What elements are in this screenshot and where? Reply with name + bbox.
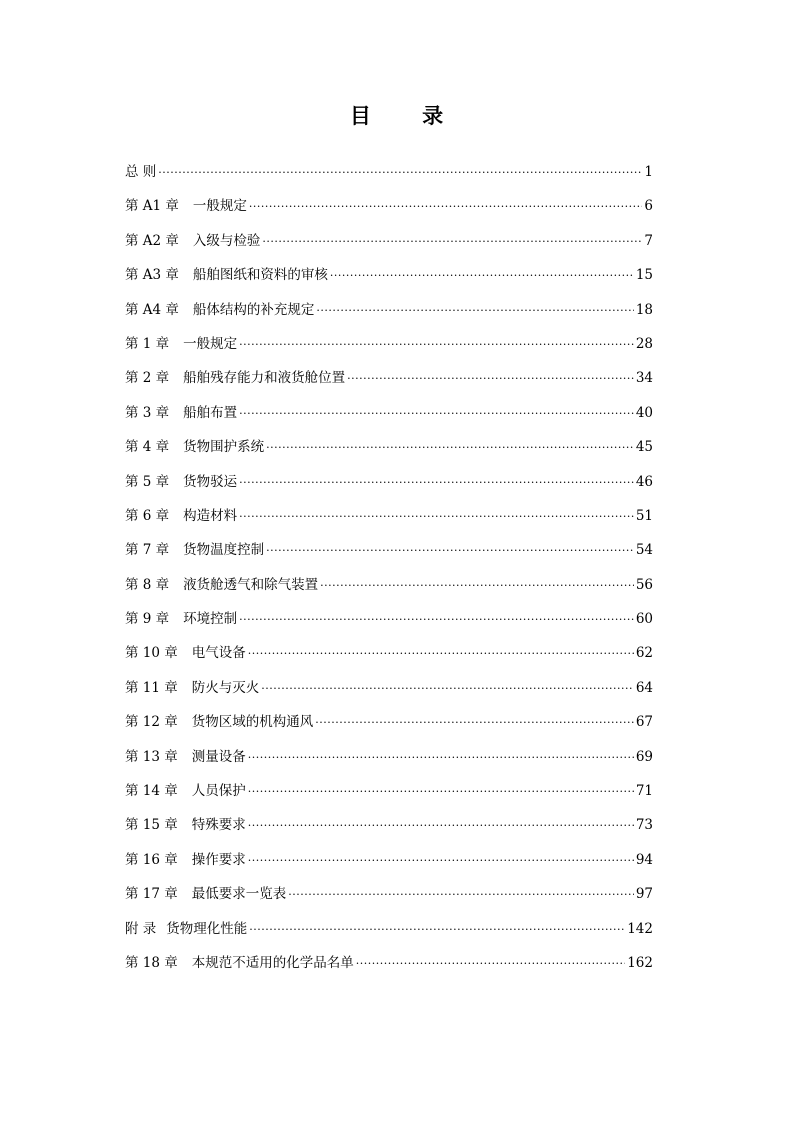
toc-chapter-label: 第 6 章 xyxy=(125,507,170,524)
toc-dot-leader xyxy=(248,778,634,806)
toc-title: 船体结构的补充规定 xyxy=(192,301,315,318)
toc-chapter-label: 第 A1 章 xyxy=(125,198,179,215)
toc-page-number: 69 xyxy=(635,748,653,765)
toc-entry[interactable] xyxy=(125,364,653,398)
toc-title: 货物围护系统 xyxy=(183,439,265,456)
toc-page-number: 15 xyxy=(635,267,653,284)
toc-page-number: 40 xyxy=(635,404,653,421)
toc-chapter-label: 第 4 章 xyxy=(125,439,170,456)
toc-title: 货物驳运 xyxy=(183,473,238,490)
toc-entry[interactable] xyxy=(125,571,653,605)
toc-entry[interactable] xyxy=(125,502,653,536)
toc-chapter-label: 第 7 章 xyxy=(125,542,170,559)
toc-title: 本规范不适用的化学品名单 xyxy=(191,954,354,971)
toc-dot-leader xyxy=(239,606,634,634)
toc-dot-leader xyxy=(320,572,634,600)
toc-entry[interactable] xyxy=(125,468,653,502)
toc-dot-leader xyxy=(330,262,634,290)
toc-chapter-label: 第 8 章 xyxy=(125,576,170,593)
toc-dot-leader xyxy=(262,228,642,256)
toc-dot-leader xyxy=(347,365,634,393)
toc-title: 最低要求一览表 xyxy=(191,886,287,903)
toc-page-number: 1 xyxy=(644,164,653,180)
toc-page-number: 18 xyxy=(635,301,653,318)
toc-entry[interactable] xyxy=(125,846,653,880)
toc-dot-leader xyxy=(248,640,634,668)
toc-entry[interactable] xyxy=(125,227,653,261)
toc-page-number: 45 xyxy=(635,439,653,456)
toc-page-number: 73 xyxy=(635,817,653,834)
toc-title: 电气设备 xyxy=(191,645,246,662)
toc-entry[interactable] xyxy=(125,639,653,673)
toc-title: 货物区域的机构通风 xyxy=(191,714,314,731)
toc-chapter-label: 第 2 章 xyxy=(125,370,170,387)
toc-chapter-label: 第 14 章 xyxy=(125,783,178,800)
toc-dot-leader xyxy=(248,847,634,875)
toc-title: 构造材料 xyxy=(183,507,238,524)
toc-title: 防火与灭火 xyxy=(191,679,260,696)
toc-dot-leader xyxy=(249,193,642,221)
toc-page-number: 28 xyxy=(635,335,653,352)
toc-dot-leader xyxy=(315,709,634,737)
toc-title: 船舶残存能力和液货舱位置 xyxy=(183,370,346,387)
toc-entry[interactable] xyxy=(125,192,653,226)
toc-chapter-label: 第 18 章 xyxy=(125,954,178,971)
toc-chapter-label: 第 3 章 xyxy=(125,404,170,421)
toc-dot-leader xyxy=(239,503,634,531)
toc-entry[interactable] xyxy=(125,811,653,845)
toc-chapter-label: 第 A2 章 xyxy=(125,232,179,249)
toc-dot-leader xyxy=(356,950,625,978)
toc-title: 货物理化性能 xyxy=(166,920,248,937)
toc-dot-leader xyxy=(239,469,634,497)
toc-page-number: 56 xyxy=(635,576,653,593)
toc-chapter-label: 第 16 章 xyxy=(125,851,178,868)
toc-page-number: 60 xyxy=(635,611,653,628)
toc-entry[interactable] xyxy=(125,399,653,433)
toc-title: 人员保护 xyxy=(191,783,246,800)
toc-entry[interactable] xyxy=(125,743,653,777)
toc-chapter-label: 第 9 章 xyxy=(125,611,170,628)
toc-chapter-label: 第 17 章 xyxy=(125,886,178,903)
toc-chapter-label: 第 15 章 xyxy=(125,817,178,834)
toc-entry[interactable] xyxy=(125,674,653,708)
toc-page-number: 34 xyxy=(635,370,653,387)
toc-entry[interactable] xyxy=(125,915,653,949)
toc-chapter-label: 第 5 章 xyxy=(125,473,170,490)
toc-entry[interactable] xyxy=(125,536,653,570)
toc-entry[interactable] xyxy=(125,261,653,295)
toc-title: 船舶布置 xyxy=(183,404,238,421)
toc-page-number: 94 xyxy=(635,851,653,868)
toc-page-number: 54 xyxy=(635,542,653,559)
toc-page-number: 162 xyxy=(627,954,653,971)
toc-title: 液货舱透气和除气装置 xyxy=(183,576,319,593)
toc-chapter-label: 总 则 xyxy=(125,164,157,180)
toc-chapter-label: 第 1 章 xyxy=(125,335,170,352)
toc-page-number: 46 xyxy=(635,473,653,490)
toc-chapter-label: 第 A4 章 xyxy=(125,301,179,318)
toc-title: 特殊要求 xyxy=(191,817,246,834)
toc-title: 船舶图纸和资料的审核 xyxy=(192,267,328,284)
toc-page-number: 97 xyxy=(635,886,653,903)
toc-entry[interactable] xyxy=(125,330,653,364)
toc-entry[interactable] xyxy=(125,708,653,742)
toc-title: 一般规定 xyxy=(192,198,247,215)
toc-chapter-label: 第 11 章 xyxy=(125,679,178,696)
toc-entry[interactable] xyxy=(125,949,653,983)
toc-page-number: 142 xyxy=(627,920,653,937)
page-title: 目 录 xyxy=(349,104,466,128)
toc-page-number: 71 xyxy=(635,783,653,800)
table-of-contents xyxy=(125,158,653,983)
toc-entry[interactable] xyxy=(125,605,653,639)
toc-chapter-label: 第 10 章 xyxy=(125,645,178,662)
toc-chapter-label: 第 13 章 xyxy=(125,748,178,765)
toc-title: 操作要求 xyxy=(191,851,246,868)
toc-dot-leader xyxy=(261,675,634,703)
toc-dot-leader xyxy=(266,537,634,565)
toc-dot-leader xyxy=(248,744,634,772)
toc-page-number: 7 xyxy=(644,232,653,249)
toc-chapter-label: 第 A3 章 xyxy=(125,267,179,284)
toc-dot-leader xyxy=(158,159,642,187)
toc-page-number: 62 xyxy=(635,645,653,662)
toc-title: 环境控制 xyxy=(183,611,238,628)
toc-title: 测量设备 xyxy=(191,748,246,765)
toc-chapter-label: 附 录 xyxy=(125,920,157,937)
toc-page-number: 64 xyxy=(635,679,653,696)
toc-title: 一般规定 xyxy=(183,335,238,352)
toc-page-number: 6 xyxy=(644,198,653,215)
toc-dot-leader xyxy=(249,916,625,944)
toc-entry[interactable] xyxy=(125,880,653,914)
toc-page-number: 51 xyxy=(635,507,653,524)
toc-dot-leader xyxy=(288,881,634,909)
toc-title: 货物温度控制 xyxy=(183,542,265,559)
toc-chapter-label: 第 12 章 xyxy=(125,714,178,731)
toc-entry[interactable] xyxy=(125,433,653,467)
toc-entry[interactable] xyxy=(125,296,653,330)
toc-dot-leader xyxy=(266,434,634,462)
toc-entry[interactable] xyxy=(125,158,653,192)
toc-dot-leader xyxy=(239,331,634,359)
toc-dot-leader xyxy=(239,400,634,428)
toc-title: 入级与检验 xyxy=(192,232,261,249)
toc-page-number: 67 xyxy=(635,714,653,731)
toc-dot-leader xyxy=(316,297,633,325)
toc-dot-leader xyxy=(248,812,634,840)
toc-entry[interactable] xyxy=(125,777,653,811)
